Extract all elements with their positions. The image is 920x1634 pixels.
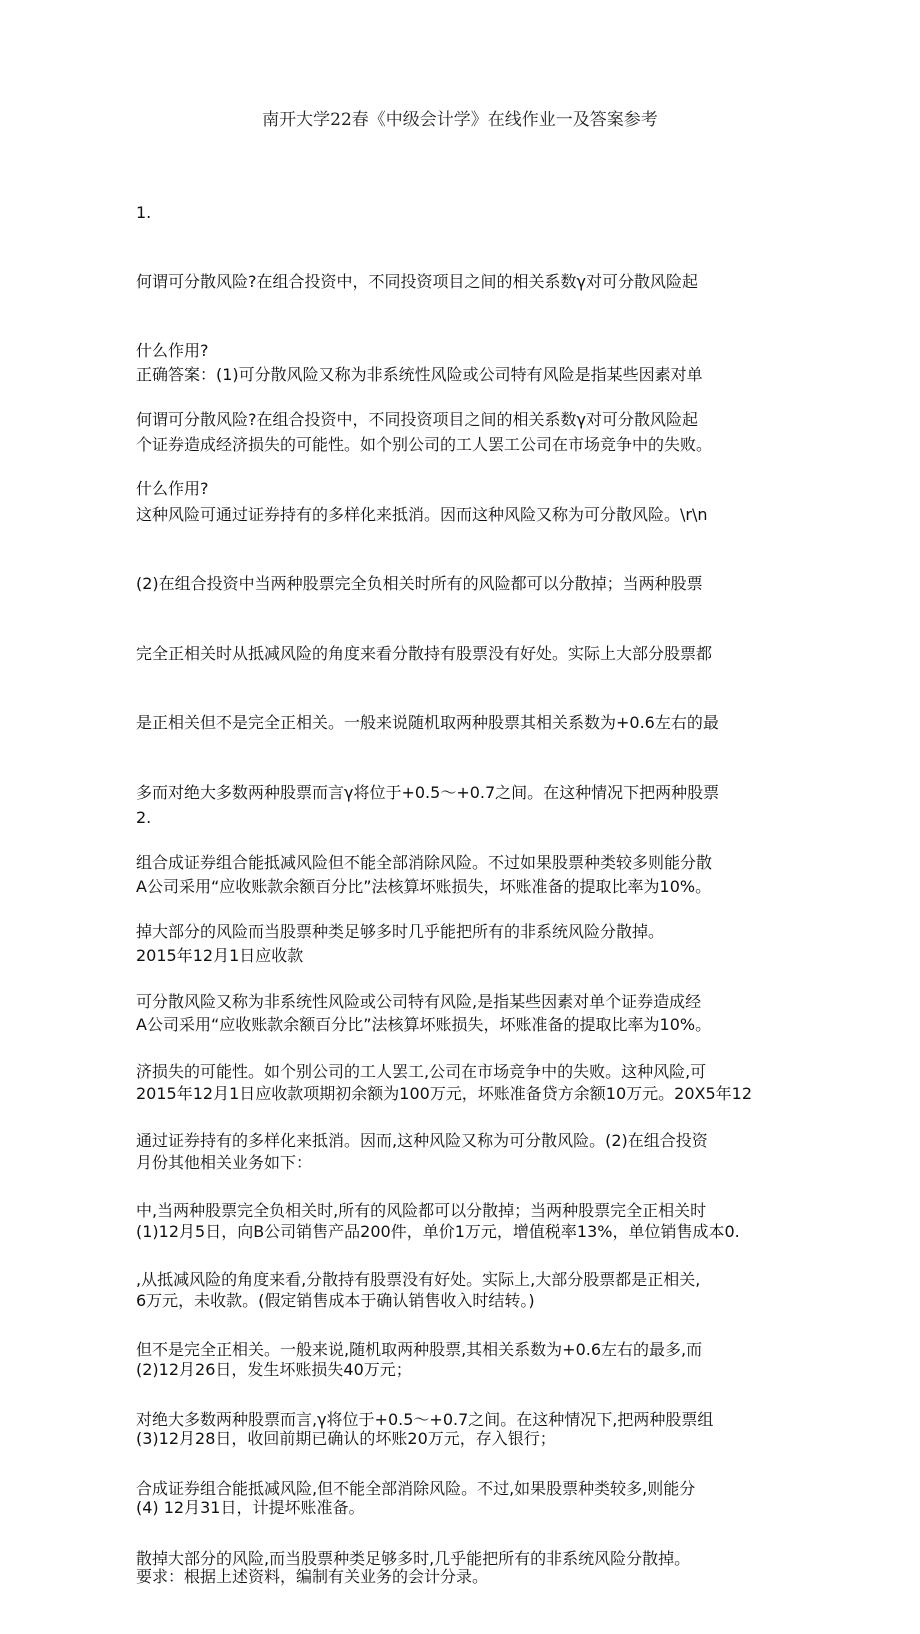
question-prompt-line: 何谓可分散风险?在组合投资中，不同投资项目之间的相关系数γ对可分散风险起 xyxy=(136,410,698,429)
answer-line: 中,当两种股票完全负相关时,所有的风险都可以分散掉；当两种股票完全正相关时 xyxy=(136,1200,707,1220)
answer-line: 完全正相关时从抵减风险的角度来看分散持有股票没有好处。实际上大部分股票都 xyxy=(136,643,713,663)
answer-line: 济损失的可能性。如个别公司的工人罢工,公司在市场竞争中的失败。这种风险,可 xyxy=(136,1061,707,1081)
answer-line: 通过证券持有的多样化来抵消。因而,这种风险又称为可分散风险。(2)在组合投资 xyxy=(136,1131,708,1151)
answer-line: 但不是完全正相关。一般来说,随机取两种股票,其相关系数为+0.6左右的最多,而 xyxy=(136,1339,703,1359)
question-prompt-line: 2015年12月1日应收款 xyxy=(136,946,304,965)
question-prompt-line: 月份其他相关业务如下： xyxy=(136,1153,313,1172)
answer-line: 掉大部分的风险而当股票种类足够多时几乎能把所有的非系统风险分散掉。 xyxy=(136,922,665,942)
question-prompt-line: (2)12月26日，发生坏账损失40万元； xyxy=(136,1360,412,1379)
answer-line: 正确答案：(1)可分散风险又称为非系统性风险或公司特有风险是指某些因素对单 xyxy=(136,365,703,385)
question-prompt-line: A公司采用“应收账款余额百分比”法核算坏账损失，坏账准备的提取比率为10%。 xyxy=(136,1015,712,1034)
answer-line: 散掉大部分的风险,而当股票种类足够多时,几乎能把所有的非系统风险分散掉。 xyxy=(136,1548,691,1568)
question-prompt-line: 6万元，未收款。(假定销售成本于确认销售收入时结转。) xyxy=(136,1291,535,1310)
question-number: 2. xyxy=(136,808,152,827)
answer-line: 可分散风险又称为非系统性风险或公司特有风险,是指某些因素对单个证券造成经 xyxy=(136,991,702,1011)
document-title: 南开大学22春《中级会计学》在线作业一及答案参考 xyxy=(262,110,658,130)
answer-line: 个证券造成经济损失的可能性。如个别公司的工人罢工公司在市场竞争中的失败。 xyxy=(136,435,713,455)
question-prompt-line: A公司采用“应收账款余额百分比”法核算坏账损失，坏账准备的提取比率为10%。 xyxy=(136,877,712,896)
question-2 xyxy=(136,760,796,1634)
answer-line: 这种风险可通过证券持有的多样化来抵消。因而这种风险又称为可分散风险。\r\n xyxy=(136,504,708,524)
answer-line: 合成证券组合能抵减风险,但不能全部消除风险。不过,如果股票种类较多,则能分 xyxy=(136,1479,696,1499)
question-prompt-line: 什么作用? xyxy=(136,341,209,360)
question-prompt-line: (4) 12月31日，计提坏账准备。 xyxy=(136,1498,365,1517)
question-prompt-line: 何谓可分散风险?在组合投资中，不同投资项目之间的相关系数γ对可分散风险起 xyxy=(136,272,698,291)
answer-line: 多而对绝大多数两种股票而言γ将位于+0.5～+0.7之间。在这种情况下把两种股票 xyxy=(136,783,720,803)
question-number: 1. xyxy=(136,203,152,222)
question-prompt-line: 要求：根据上述资料，编制有关业务的会计分录。 xyxy=(136,1567,489,1586)
question-prompt-line: (1)12月5日，向B公司销售产品200件，单价1万元，增值税率13%，单位销售成本0. xyxy=(136,1222,740,1241)
answer-line: 对绝大多数两种股票而言,γ将位于+0.5～+0.7之间。在这种情况下,把两种股票组 xyxy=(136,1409,714,1429)
question-prompt-line: 什么作用? xyxy=(136,479,209,498)
answer-line: 是正相关但不是完全正相关。一般来说随机取两种股票其相关系数为+0.6左右的最 xyxy=(136,713,719,733)
answer-line: ,从抵减风险的角度来看,分散持有股票没有好处。实际上,大部分股票都是正相关, xyxy=(136,1270,701,1290)
question-prompt-line: 2015年12月1日应收款项期初余额为100万元，坏账准备贷方余额10万元。20X5年12 xyxy=(136,1084,753,1103)
question-prompt-line: (3)12月28日，收回前期已确认的坏账20万元，存入银行； xyxy=(136,1429,556,1448)
answer-line: (2)在组合投资中当两种股票完全负相关时所有的风险都可以分散掉；当两种股票 xyxy=(136,574,703,594)
answer-line: 组合成证券组合能抵减风险但不能全部消除风险。不过如果股票种类较多则能分散 xyxy=(136,852,713,872)
